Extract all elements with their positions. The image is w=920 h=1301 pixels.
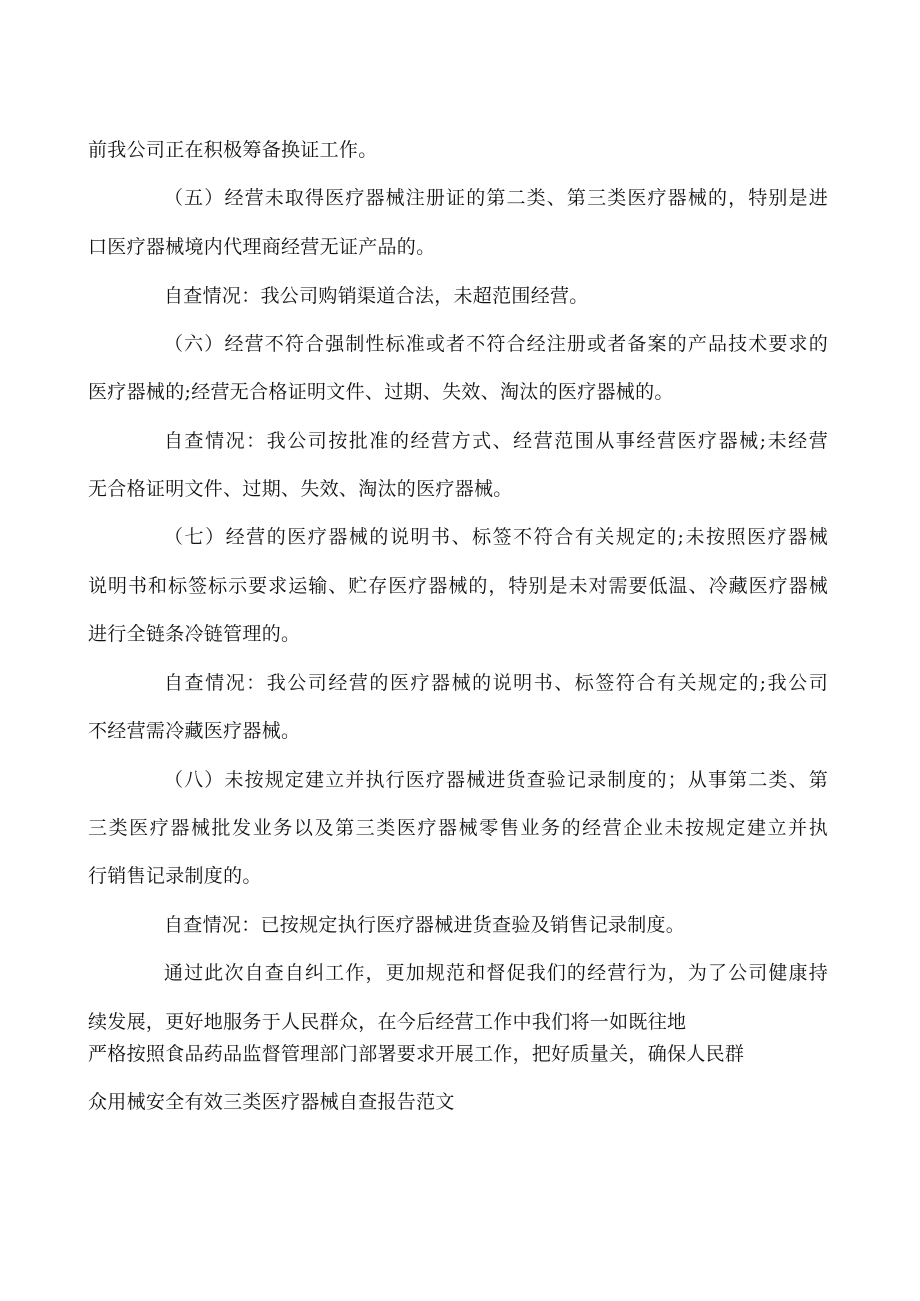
text-line-5: （六）经营不符合强制性标准或者不符合经注册或者备案的产品技术要求的 — [164, 333, 828, 355]
text-line-4: 自查情况：我公司购销渠道合法，未超范围经营。 — [164, 285, 589, 307]
text-line-13: 不经营需冷藏医疗器械。 — [88, 720, 301, 742]
text-line-8: 无合格证明文件、过期、失效、淘汰的医疗器械。 — [88, 478, 513, 500]
text-line-1: 前我公司正在积极筹备换证工作。 — [88, 139, 378, 161]
text-line-3: 口医疗器械境内代理商经营无证产品的。 — [88, 236, 436, 258]
text-line-19: 续发展，更好地服务于人民群众，在今后经营工作中我们将一如既往地 — [88, 1011, 687, 1033]
text-line-10: 说明书和标签标示要求运输、贮存医疗器械的，特别是未对需要低温、冷藏医疗器械 — [88, 575, 828, 597]
text-line-16: 行销售记录制度的。 — [88, 865, 262, 887]
text-line-2: （五）经营未取得医疗器械注册证的第二类、第三类医疗器械的，特别是进 — [164, 187, 828, 209]
text-line-11: 进行全链条冷链管理的。 — [88, 623, 301, 645]
text-line-6: 医疗器械的;经营无合格证明文件、过期、失效、淘汰的医疗器械的。 — [88, 381, 674, 403]
text-line-17: 自查情况：已按规定执行医疗器械进货查验及销售记录制度。 — [164, 914, 686, 936]
text-line-20: 严格按照食品药品监督管理部门部署要求开展工作，把好质量关，确保人民群 — [88, 1043, 745, 1065]
text-line-9: （七）经营的医疗器械的说明书、标签不符合有关规定的;未按照医疗器械 — [164, 526, 828, 548]
text-line-12: 自查情况：我公司经营的医疗器械的说明书、标签符合有关规定的;我公司 — [164, 672, 828, 694]
text-line-7: 自查情况：我公司按批准的经营方式、经营范围从事经营医疗器械;未经营 — [164, 430, 828, 452]
text-line-15: 三类医疗器械批发业务以及第三类医疗器械零售业务的经营企业未按规定建立并执 — [88, 817, 828, 839]
text-line-21: 众用械安全有效三类医疗器械自查报告范文 — [88, 1091, 455, 1113]
text-line-18: 通过此次自查自纠工作，更加规范和督促我们的经营行为，为了公司健康持 — [164, 962, 828, 984]
text-line-14: （八）未按规定建立并执行医疗器械进货查验记录制度的；从事第二类、第 — [164, 769, 828, 791]
